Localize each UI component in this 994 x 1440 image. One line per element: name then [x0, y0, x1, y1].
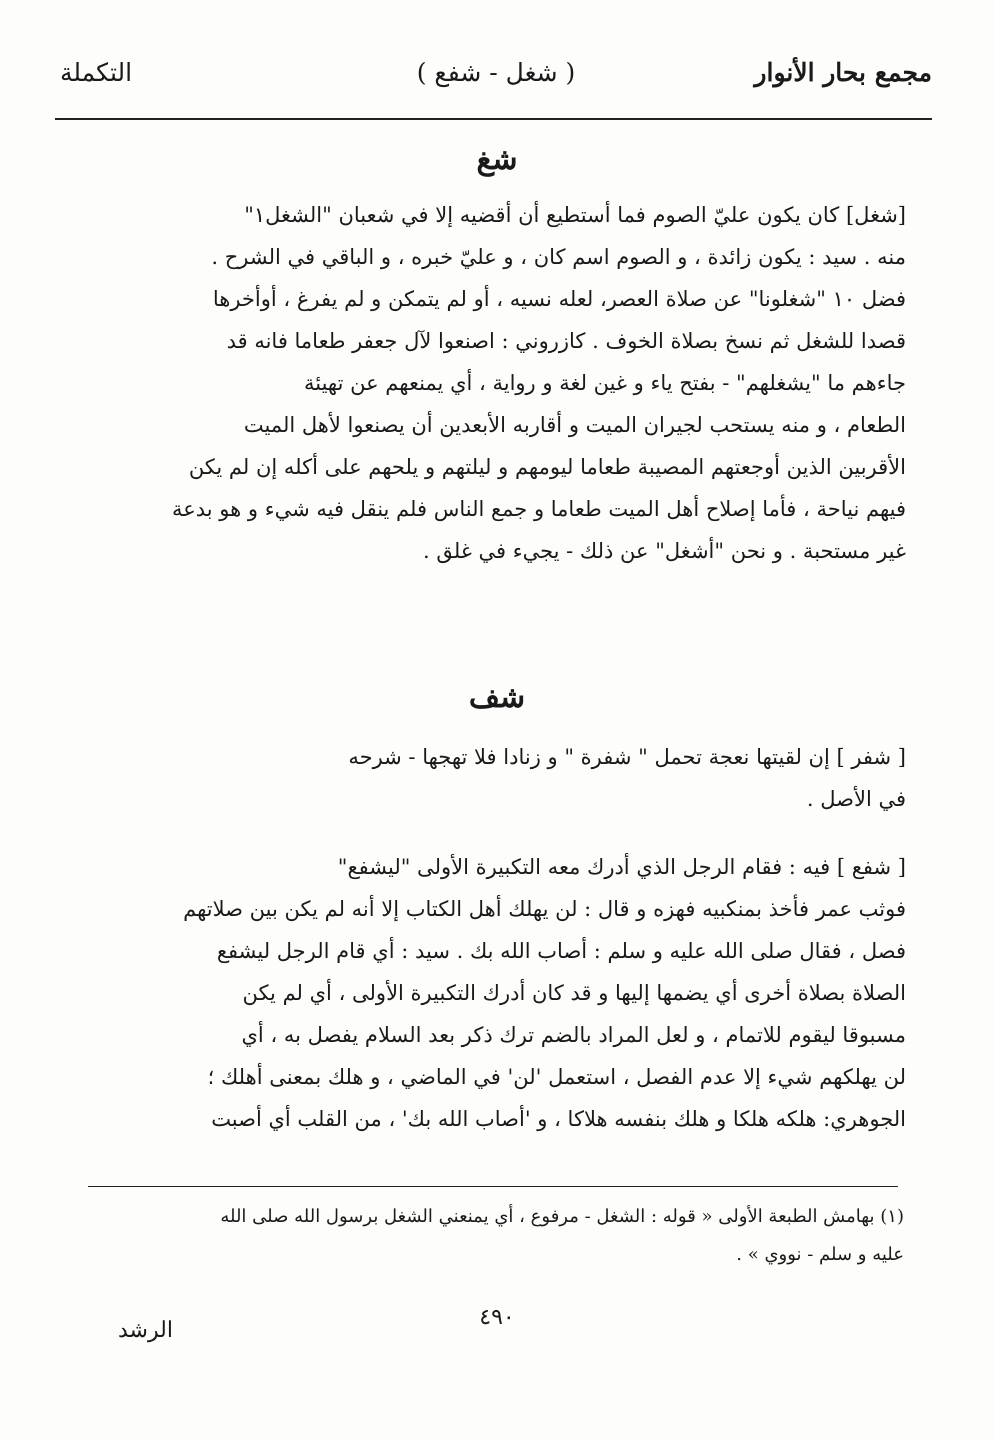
text-line: الطعام ، و منه يستحب لجيران الميت و أقاربه الأبعدين أن يصنعوا لأهل الميت	[243, 413, 906, 437]
text-line: قصدا للشغل ثم نسخ بصلاة الخوف . كازروني : اصنعوا لآل جعفر طعاما فانه قد	[226, 329, 906, 353]
text-line: جاءهم ما "يشغلهم" - بفتح ياء و غين لغة و رواية ، أي يمنعهم عن تهيئة	[303, 371, 906, 395]
text-line: في الأصل .	[806, 787, 906, 811]
text-line: الأقربين الذين أوجعتهم المصيبة طعاما ليومهم و ليلتهم و يلحهم على أكله إن لم يكن	[188, 455, 906, 479]
text-line: فوثب عمر فأخذ بمنكبيه فهزه و قال : لن يهلك أهل الكتاب إلا أنه لم يكن بين صلاتهم	[183, 897, 906, 921]
text-line: مسبوقا ليقوم للاتمام ، و لعل المراد بالضم ترك ذكر بعد السلام يفصل به ، أي	[241, 1023, 906, 1047]
text-line: غير مستحبة . و نحن "أشغل" عن ذلك - يجيء في غلق .	[423, 539, 906, 563]
text-line: الصلاة بصلاة أخرى أي يضمها إليها و قد كان أدرك التكبيرة الأولى ، أي لم يكن	[242, 981, 906, 1005]
entry-shafr	[68, 736, 906, 820]
text-line: [ شفر ] إن لقيتها نعجة تحمل " شفرة " و زنادا فلا تهجها - شرحه	[348, 745, 906, 769]
footnote	[88, 1198, 904, 1274]
page-number: ٤٩٠	[479, 1305, 515, 1330]
text-line: [ شفع ] فيه : فقام الرجل الذي أدرك معه التكبيرة الأولى "ليشفع"	[337, 855, 906, 879]
entry-shughl	[68, 194, 906, 572]
section-title-shagh: شغ	[476, 142, 518, 177]
publisher-name: الرشد	[118, 1318, 173, 1343]
text-line: منه . سيد : يكون زائدة ، و الصوم اسم كان ، و عليّ خبره ، و الباقي في الشرح .	[211, 245, 906, 269]
text-line: فيهم نياحة ، فأما إصلاح أهل الميت طعاما و جمع الناس فلم ينقل فيه شيء و هو بدعة	[171, 497, 906, 521]
text-line: الجوهري: هلكه هلكا و هلك بنفسه هلاكا ، و 'أصاب الله بك' ، من القلب أي أصبت	[211, 1107, 906, 1131]
text-line: [شغل] كان يكون عليّ الصوم فما أستطيع أن أقضيه إلا في شعبان "الشغل١"	[244, 203, 906, 227]
section-range: ( شغل - شفع )	[416, 58, 576, 87]
footnote-rule	[88, 1186, 898, 1187]
entry-shafa	[68, 846, 906, 1140]
running-header	[60, 58, 932, 108]
footnote-line: عليه و سلم - نووي » .	[736, 1244, 904, 1265]
text-line: لن يهلكهم شيء إلا عدم الفصل ، استعمل 'لن' في الماضي ، و هلك بمعنى أهلك ؛	[207, 1065, 906, 1089]
book-title: مجمع بحار الأنوار	[754, 58, 932, 87]
header-rule	[55, 118, 932, 120]
text-line: فصل ، فقال صلى الله عليه و سلم : أصاب الله بك . سيد : أي قام الرجل ليشفع	[216, 939, 906, 963]
supplement-label: التكملة	[60, 58, 133, 87]
text-line: فضل ١٠ "شغلونا" عن صلاة العصر، لعله نسيه ، أو لم يتمكن و لم يفرغ ، أوأخرها	[212, 287, 906, 311]
footnote-line: (١) بهامش الطبعة الأولى « قوله : الشغل - مرفوع ، أي يمنعني الشغل برسول الله صلى الله	[220, 1206, 904, 1227]
section-title-shaf: شف	[468, 680, 526, 715]
